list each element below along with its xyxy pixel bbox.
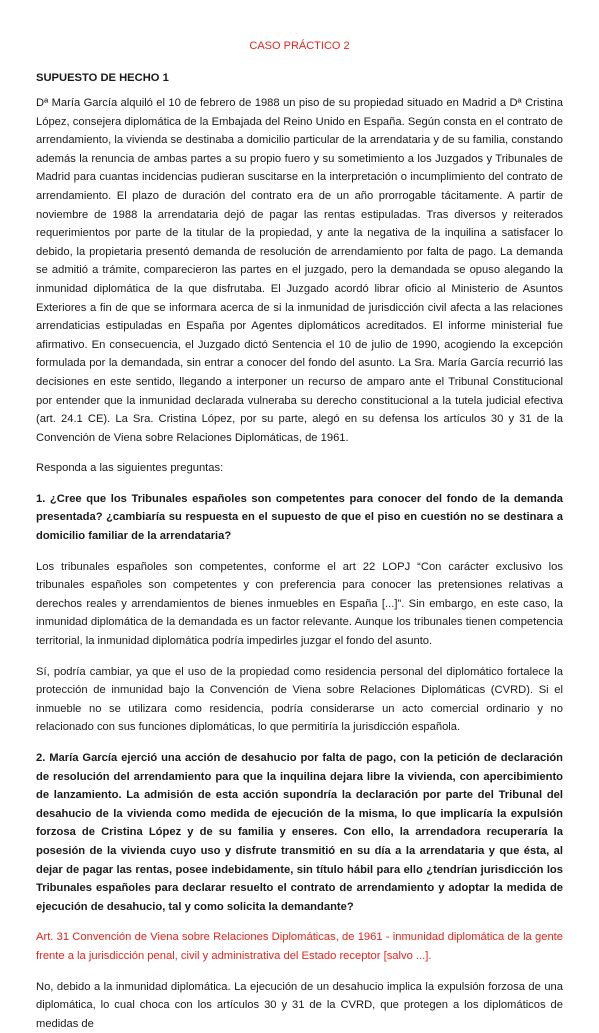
question-1: 1. ¿Cree que los Tribunales españoles son competentes para conocer del fondo de la demanda presentada? ¿cambiaría su respuesta en el supuesto de que el piso en cuestión no se destinara a domicilio familiar de la arrendataria? (36, 492, 563, 543)
question-2: 2. María García ejerció una acción de desahucio por falta de pago, con la petición de declaración de resolución del arrendamiento para que la inquilina dejara libre la vivienda, con apercibimiento de lanzamiento. La admisión de esta acción supondría la declaración por parte del Tribunal del desahucio de la vivienda como medida de ejecución de la misma, lo que implicaría la expulsión forzosa de Cristina López y de su familia y enseres. Con ello, la arrendadora recuperaría la posesión de la vivienda cuyo uso y disfrute transmitió en su día a la arrendataria y que ésta, al dejar de pagar las rentas, posee indebidamente, sin título hábil para ello ¿tendrían jurisdicción los Tribunales españoles para declarar resuelto el contrato de arrendamiento y adoptar la medida de ejecución de desahucio, tal y como solicita la demandante? (36, 752, 563, 913)
answer-2-paragraph-1: No, debido a la inmunidad diplomática. La ejecución de un desahucio implica la expulsión forzosa de una diplomática, lo cual choca con los artículos 30 y 31 de la CVRD, que protegen a los diplomáticos de medidas de (36, 980, 563, 1030)
section-heading: SUPUESTO DE HECHO 1 (36, 72, 169, 84)
questions-prompt: Responda a las siguientes preguntas: (36, 462, 224, 475)
page-title: CASO PRÁCTICO 2 (249, 40, 350, 52)
answer-2-reference: Art. 31 Convención de Viena sobre Relaciones Diplomáticas, de 1961 - inmunidad diplomática de la gente frente a la jurisdicción penal, civil y administrativa del Estado receptor [salvo ...]. (36, 931, 563, 962)
answer-1-paragraph-1: Los tribunales españoles son competentes, conforme el art 22 LOPJ “Con carácter exclusivo los tribunales españoles son competentes y con preferencia para conocer las pretensiones relativas a derechos reales y arrendamientos de bienes inmuebles en España [...]”. Sin embargo, en este caso, la inmunidad diplomática de la demandada es un factor relevante. Aunque los tribunales tienen competencia territorial, la inmunidad diplomática podría impedirles juzgar el fondo del asunto. (36, 560, 563, 648)
answer-1-paragraph-2: Sí, podría cambiar, ya que el uso de la propiedad como residencia personal del diplomático fortalece la protección de inmunidad bajo la Convención de Viena sobre Relaciones Diplomáticas (CVRD). Si el inmueble no se utilizara como residencia, podría considerarse un acto comercial ordinario y no relacionado con sus funciones diplomáticas, lo que permitiría la jurisdicción española. (36, 665, 563, 734)
case-facts-paragraph: Dª María García alquiló el 10 de febrero de 1988 un piso de su propiedad situado en Madrid a Dª Cristina López, consejera diplomática de la Embajada del Reino Unido en España. Según consta en el contrato de arrendamiento, la vivienda se destinaba a domicilio particular de la arrendataria y de su familia, constando además la renuncia de ambas partes a su propio fuero y su sometimiento a los Juzgados y Tribunales de Madrid para cuantas incidencias pudieran suscitarse en la interpretación o incumplimiento del contrato de arrendamiento. El plazo de duración del contrato era de un año prorrogable tácitamente. A partir de noviembre de 1988 la arrendataria dejó de pagar las rentas estipuladas. Tras diversos y reiterados requerimientos por parte de la titular de la propiedad, y ante la negativa de la inquilina a satisfacer lo debido, la propietaria presentó demanda de resolución de arrendamiento por falta de pago. La demanda se admitió a trámite, comparecieron las partes en el juzgado, pero la demandada se opuso alegando la inmunidad diplomática de la que disfrutaba. El Juzgado acordó librar oficio al Ministerio de Asuntos Exteriores a fin de que se informara acerca de si la inmunidad de jurisdicción civil afecta a las relaciones arrendaticias estipuladas en España por Agentes diplomáticos acreditados. El informe ministerial fue afirmativo. En consecuencia, el Juzgado dictó Sentencia el 10 de julio de 1990, acogiendo la excepción formulada por la demandada, sin entrar a conocer del fondo del asunto. La Sra. María García recurrió las decisiones en este sentido, llegando a interponer un recurso de amparo ante el Tribunal Constitucional por entender que la inmunidad declarada vulneraba su derecho constitucional a la tutela judicial efectiva (art. 24.1 CE). La Sra. Cristina López, por su parte, alegó en su defensa los artículos 30 y 31 de la Convención de Viena sobre Relaciones Diplomáticas, de 1961. (36, 97, 563, 444)
